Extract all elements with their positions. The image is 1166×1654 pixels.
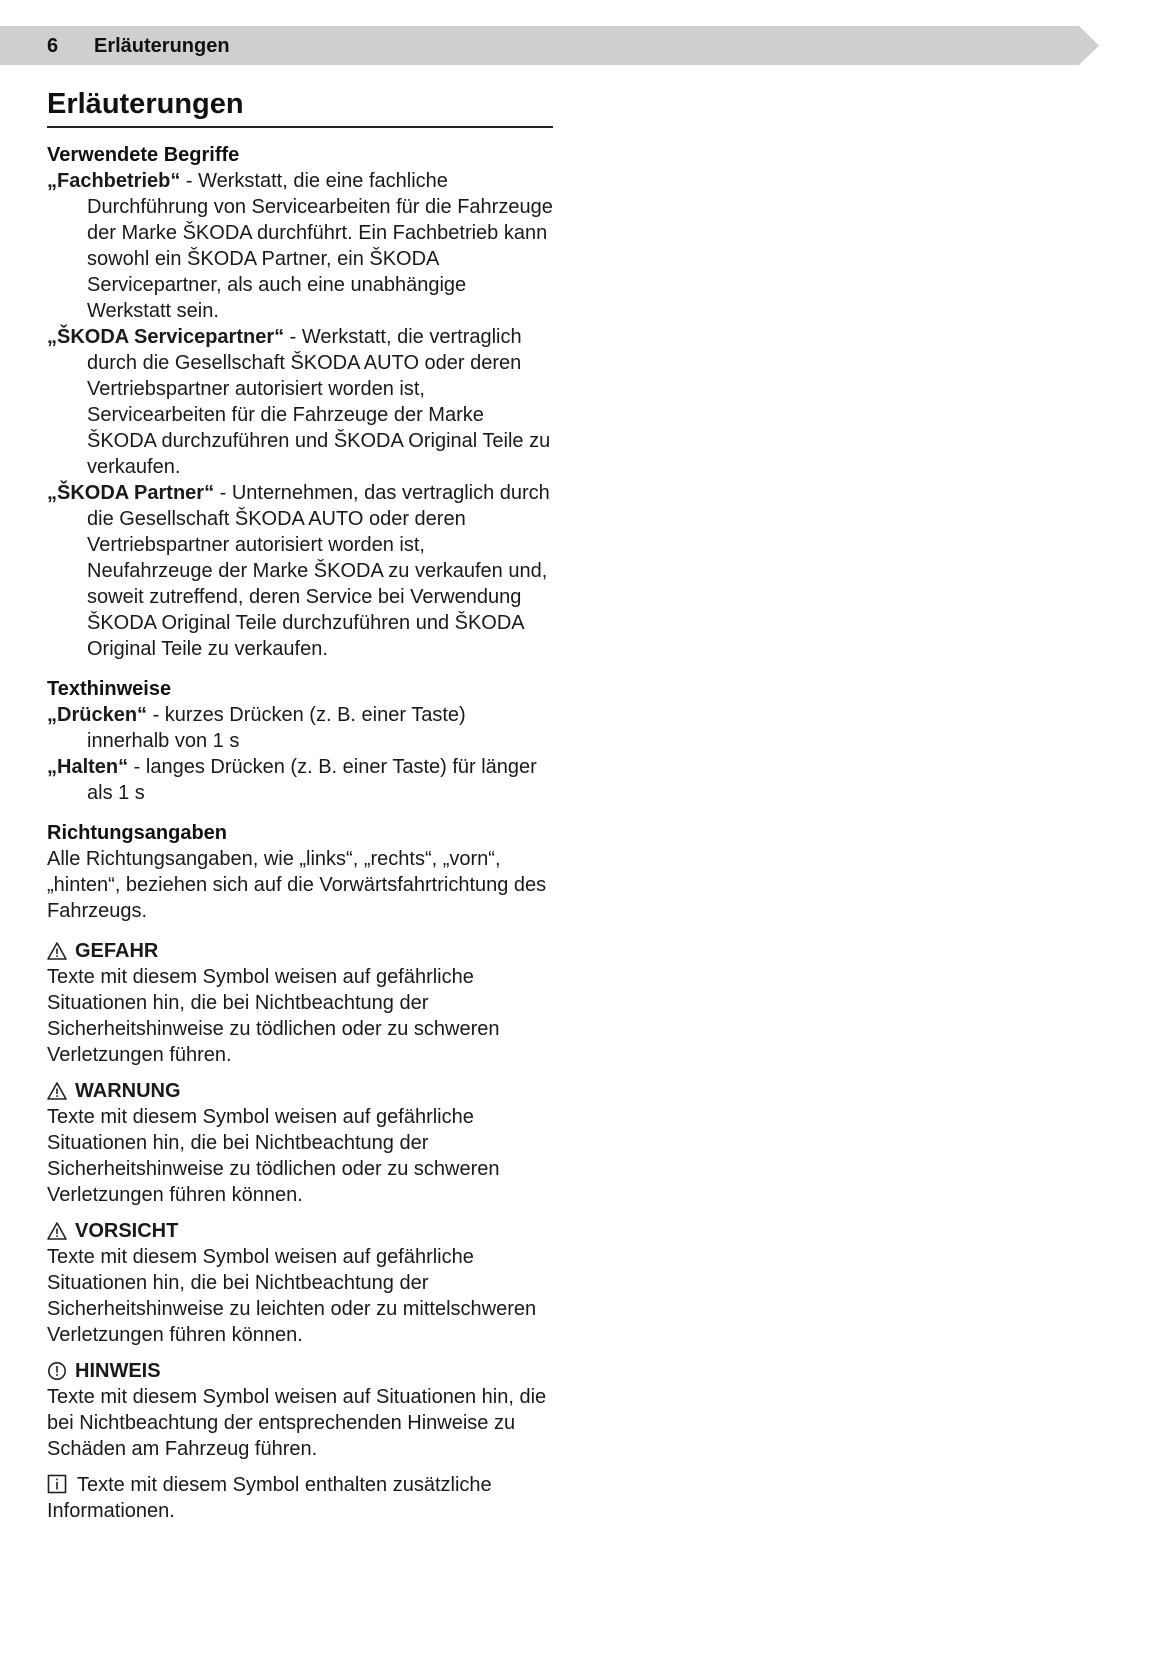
text-hints-heading: Texthinweise: [47, 678, 172, 700]
notice-label: VORSICHT: [75, 1220, 179, 1242]
main-content: [47, 86, 553, 1534]
definition-text: - Werkstatt, die eine fachliche Durchführung von Servicearbeiten für die Fahrzeuge der Marke ŠKODA durchführt. Ein Fachbetrieb kann sowohl ein ŠKODA Partner, ein ŠKODA Servicepartner, als auch eine unabhängige Werkstatt sein.: [87, 170, 553, 322]
directions-heading: Richtungsangaben: [47, 822, 228, 844]
notice-heading: [47, 1078, 553, 1104]
definition-term: „Halten“: [47, 756, 129, 778]
definition-item: [47, 168, 553, 324]
warning-triangle-icon: [47, 941, 67, 961]
text-hints-section: [47, 676, 553, 806]
definition-item: [47, 324, 553, 480]
notice-danger: [47, 938, 553, 1068]
definition-item: [47, 702, 553, 754]
notice-heading: [47, 1218, 553, 1244]
terms-section: [47, 142, 553, 662]
definition-text: - Unternehmen, das vertraglich durch die Gesellschaft ŠKODA AUTO oder deren Vertriebspartner autorisiert worden ist, Neufahrzeuge der Marke ŠKODA zu verkaufen und, soweit zutreffend, deren Service bei Verwendung ŠKODA Original Teile durchzuführen und ŠKODA Original Teile zu verkaufen.: [87, 482, 550, 660]
definition-term: „Fachbetrieb“: [47, 170, 181, 192]
directions-text: Alle Richtungsangaben, wie „links“, „rechts“, „vorn“, „hinten“, beziehen sich auf die Vorwärtsfahrtrichtung des Fahrzeugs.: [47, 848, 547, 922]
definition-term: „Drücken“: [47, 704, 148, 726]
terms-heading: Verwendete Begriffe: [47, 144, 240, 166]
definition-text: - langes Drücken (z. B. einer Taste) für länger als 1 s: [87, 756, 537, 804]
definition-text: - Werkstatt, die vertraglich durch die Gesellschaft ŠKODA AUTO oder deren Vertriebspartner autorisiert worden ist, Servicearbeiten für die Fahrzeuge der Marke ŠKODA durchzuführen und ŠKODA Original Teile zu verkaufen.: [87, 326, 551, 478]
notice-caution: [47, 1218, 553, 1348]
notice-text: Texte mit diesem Symbol weisen auf gefährliche Situationen hin, die bei Nichtbeachtung der Sicherheitshinweise zu tödlichen oder zu schweren Verletzungen führen.: [47, 966, 500, 1066]
notice-text: Texte mit diesem Symbol weisen auf gefährliche Situationen hin, die bei Nichtbeachtung der Sicherheitshinweise zu tödlichen oder zu schweren Verletzungen führen können.: [47, 1106, 500, 1206]
exclamation-circle-icon: [47, 1361, 67, 1381]
directions-section: [47, 820, 553, 924]
definition-item: [47, 754, 553, 806]
page-number: 6: [47, 35, 59, 57]
notice-note: [47, 1358, 553, 1462]
page-title: Erläuterungen: [47, 86, 553, 128]
notice-label: GEFAHR: [75, 940, 159, 962]
info-text: Texte mit diesem Symbol enthalten zusätzliche Informationen.: [47, 1474, 492, 1522]
warning-triangle-icon: [47, 1081, 67, 1101]
notice-text: Texte mit diesem Symbol weisen auf Situationen hin, die bei Nichtbeachtung der entsprechenden Hinweise zu Schäden am Fahrzeug führen.: [47, 1386, 547, 1460]
notice-label: HINWEIS: [75, 1360, 161, 1382]
notice-text: Texte mit diesem Symbol weisen auf gefährliche Situationen hin, die bei Nichtbeachtung der Sicherheitshinweise zu leichten oder zu mittelschweren Verletzungen führen können.: [47, 1246, 537, 1346]
definition-item: [47, 480, 553, 662]
notice-warning: [47, 1078, 553, 1208]
definition-term: „ŠKODA Partner“: [47, 482, 215, 504]
running-header-title: Erläuterungen: [94, 35, 230, 57]
notice-label: WARNUNG: [75, 1080, 181, 1102]
info-box-icon: [47, 1474, 67, 1494]
definition-term: „ŠKODA Servicepartner“: [47, 326, 285, 348]
definition-text: - kurzes Drücken (z. B. einer Taste) innerhalb von 1 s: [87, 704, 466, 752]
notice-heading: [47, 1358, 553, 1384]
warning-triangle-icon: [47, 1221, 67, 1241]
notice-heading: [47, 938, 553, 964]
notice-info: [47, 1472, 553, 1524]
